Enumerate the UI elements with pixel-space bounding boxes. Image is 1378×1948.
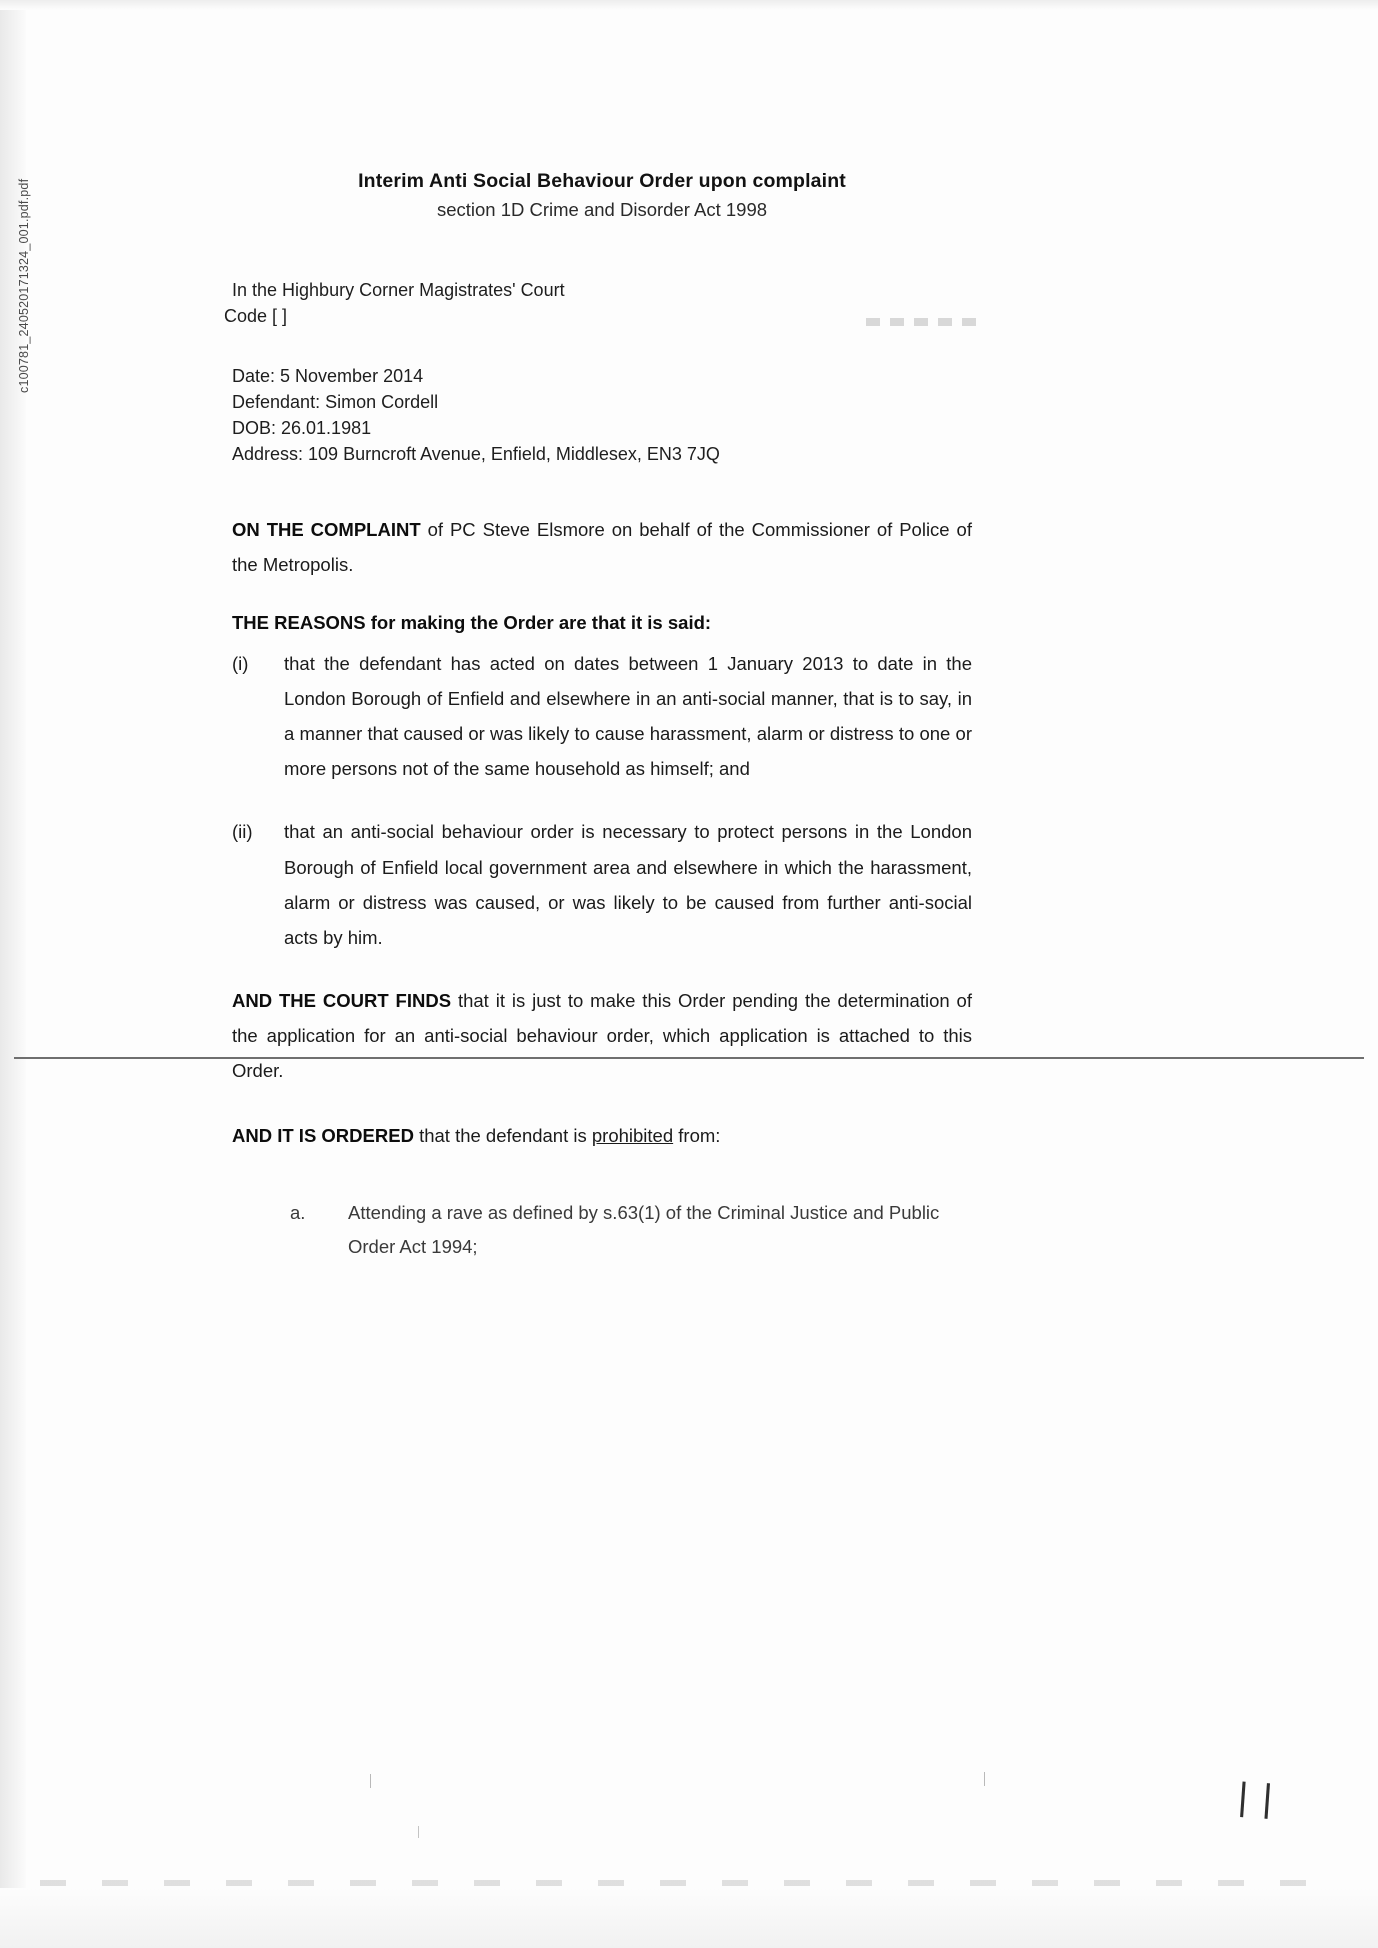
meta-defendant: Defendant: Simon Cordell [232, 392, 439, 413]
meta-date: Date: 5 November 2014 [232, 366, 424, 387]
court-name-line: In the Highbury Corner Magistrates' Court [232, 280, 565, 300]
court-block [224, 277, 972, 329]
reason-text: that the defendant has acted on dates between 1 January 2013 to date in the London Borough of Enfield and elsewhere in an anti-social manner, that is to say, in a manner that caused or was likely to cause harassment, alarm or distress to one or more persons not of the same household as himself; and [284, 652, 972, 780]
reasons-heading: THE REASONS for making the Order are that it is said: [232, 611, 712, 633]
ordered-text-after: from: [673, 1125, 721, 1147]
case-meta-block [232, 363, 972, 467]
ordered-text-before: that the defendant is [413, 1125, 592, 1147]
prohibition-item [290, 1196, 972, 1264]
reason-marker: (ii) [232, 821, 253, 843]
court-finds-paragraph [232, 983, 972, 1088]
ordered-underlined-word: prohibited [591, 1125, 674, 1147]
meta-address: Address: 109 Burncroft Avenue, Enfield, Middlesex, EN3 7JQ [232, 444, 720, 465]
document-subtitle: section 1D Crime and Disorder Act 1998 [436, 199, 768, 220]
prohibition-marker: a. [290, 1201, 306, 1223]
reason-marker: (i) [232, 652, 249, 674]
meta-dob: DOB: 26.01.1981 [232, 418, 372, 439]
complaint-paragraph [232, 512, 972, 582]
prohibition-text: Attending a rave as defined by s.63(1) of the Criminal Justice and Public Order Act 1994; [348, 1201, 940, 1257]
complaint-lead-label: ON THE COMPLAINT [232, 518, 421, 540]
scan-artifact-bottom-edge [40, 1880, 1330, 1886]
court-code-line: Code [ ] [224, 306, 288, 327]
scan-artifact-tick [370, 1774, 371, 1788]
reason-item [232, 646, 972, 787]
ordered-lead-label: AND IT IS ORDERED [232, 1125, 414, 1147]
scan-artifact-tick [984, 1772, 985, 1786]
handwritten-page-mark: | | [1236, 1775, 1276, 1821]
ordered-paragraph [232, 1118, 972, 1153]
scan-artifact-tick [418, 1826, 419, 1838]
document-body [224, 170, 972, 1264]
court-finds-text: that it is just to make this Order pending the determination of the application for an anti-social behaviour order, which application is attached to this Order. [232, 989, 972, 1082]
scan-edge-shadow-bottom [0, 1888, 1378, 1948]
scan-edge-shadow-top [0, 0, 1378, 10]
court-finds-lead-label: AND THE COURT FINDS [232, 989, 452, 1011]
document-title: Interim Anti Social Behaviour Order upon complaint [358, 170, 846, 192]
reason-text: that an anti-social behaviour order is necessary to protect persons in the London Borough of Enfield local government area and elsewhere in which the harassment, alarm or distress was caused, or was likely to be caused from further anti-social acts by him. [284, 821, 972, 948]
complaint-text: of PC Steve Elsmore on behalf of the Commissioner of Police of the Metropolis. [232, 518, 972, 575]
scan-filename-stamp: c100781_240520171324_001.pdf.pdf [17, 178, 31, 393]
reason-item [232, 814, 972, 955]
